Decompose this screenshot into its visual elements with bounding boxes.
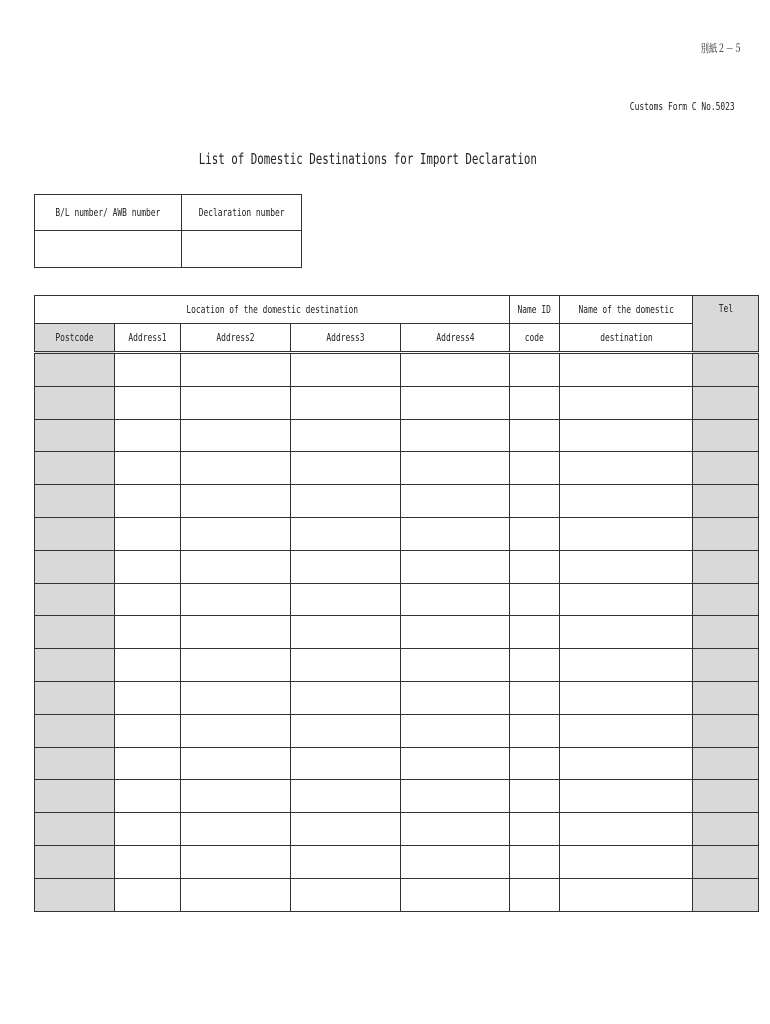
name-id-header: Name ID — [510, 296, 560, 324]
address3-cell[interactable] — [291, 583, 401, 616]
name-id-cell[interactable] — [510, 845, 560, 878]
address2-cell[interactable] — [181, 583, 291, 616]
tel-cell[interactable] — [693, 845, 759, 878]
name-id-cell[interactable] — [510, 583, 560, 616]
address2-cell[interactable] — [181, 517, 291, 550]
tel-cell[interactable] — [693, 813, 759, 846]
dest-name-cell[interactable] — [560, 550, 693, 583]
table-row — [35, 649, 759, 682]
dest-name-cell[interactable] — [560, 386, 693, 419]
tel-cell[interactable] — [693, 649, 759, 682]
table-row — [35, 780, 759, 813]
table-row — [35, 485, 759, 518]
address4-cell[interactable] — [401, 878, 510, 911]
tel-cell[interactable] — [693, 583, 759, 616]
dest-name-cell[interactable] — [560, 583, 693, 616]
tel-cell[interactable] — [693, 780, 759, 813]
name-id-cell[interactable] — [510, 878, 560, 911]
address3-cell[interactable] — [291, 485, 401, 518]
postcode-cell[interactable] — [35, 419, 115, 452]
postcode-cell[interactable] — [35, 649, 115, 682]
address3-cell[interactable] — [291, 845, 401, 878]
address3-cell[interactable] — [291, 386, 401, 419]
bl-number-label: B/L number/ AWB number — [35, 195, 182, 231]
address2-cell[interactable] — [181, 485, 291, 518]
address3-cell[interactable] — [291, 353, 401, 387]
name-id-header-cont: code — [510, 324, 560, 353]
dest-name-header: Name of the domestic — [560, 296, 693, 324]
address4-cell[interactable] — [401, 714, 510, 747]
address1-cell[interactable] — [115, 452, 181, 485]
table-row — [35, 714, 759, 747]
address1-cell[interactable] — [115, 681, 181, 714]
postcode-cell[interactable] — [35, 485, 115, 518]
address2-cell[interactable] — [181, 353, 291, 387]
address4-cell[interactable] — [401, 845, 510, 878]
address4-cell[interactable] — [401, 386, 510, 419]
address1-cell[interactable] — [115, 714, 181, 747]
location-group-header: Location of the domestic destination — [35, 296, 510, 324]
table-row — [35, 813, 759, 846]
postcode-cell[interactable] — [35, 681, 115, 714]
address4-cell[interactable] — [401, 517, 510, 550]
table-row — [35, 517, 759, 550]
address2-cell[interactable] — [181, 616, 291, 649]
address1-cell[interactable] — [115, 813, 181, 846]
tel-cell[interactable] — [693, 878, 759, 911]
address1-cell[interactable] — [115, 517, 181, 550]
address3-cell[interactable] — [291, 517, 401, 550]
dest-name-cell[interactable] — [560, 813, 693, 846]
address2-cell[interactable] — [181, 419, 291, 452]
bl-number-field[interactable] — [35, 231, 182, 268]
address4-cell[interactable] — [401, 649, 510, 682]
dest-name-cell[interactable] — [560, 681, 693, 714]
name-id-cell[interactable] — [510, 550, 560, 583]
dest-name-cell[interactable] — [560, 616, 693, 649]
table-row — [35, 583, 759, 616]
name-id-cell[interactable] — [510, 649, 560, 682]
address1-cell[interactable] — [115, 878, 181, 911]
address1-cell[interactable] — [115, 747, 181, 780]
dest-name-cell[interactable] — [560, 649, 693, 682]
name-id-cell[interactable] — [510, 681, 560, 714]
table-row — [35, 747, 759, 780]
address3-cell[interactable] — [291, 780, 401, 813]
address2-cell[interactable] — [181, 649, 291, 682]
postcode-cell[interactable] — [35, 517, 115, 550]
address1-cell[interactable] — [115, 485, 181, 518]
address2-cell[interactable] — [181, 845, 291, 878]
dest-name-cell[interactable] — [560, 845, 693, 878]
table-row — [35, 681, 759, 714]
address2-cell[interactable] — [181, 550, 291, 583]
address4-cell[interactable] — [401, 550, 510, 583]
address4-cell[interactable] — [401, 813, 510, 846]
dest-name-cell[interactable] — [560, 517, 693, 550]
address1-cell[interactable] — [115, 780, 181, 813]
dest-name-cell[interactable] — [560, 747, 693, 780]
address3-cell[interactable] — [291, 616, 401, 649]
address1-header: Address1 — [115, 324, 181, 353]
name-id-cell[interactable] — [510, 780, 560, 813]
page-title: List of Domestic Destinations for Import Declaration — [198, 150, 538, 168]
address2-cell[interactable] — [181, 452, 291, 485]
annex-label: 別紙２－５ — [700, 42, 742, 55]
address1-cell[interactable] — [115, 550, 181, 583]
destinations-table — [34, 295, 759, 912]
address4-cell[interactable] — [401, 452, 510, 485]
table-row — [35, 550, 759, 583]
address3-cell[interactable] — [291, 878, 401, 911]
dest-name-header-cont: destination — [560, 324, 693, 353]
address3-cell[interactable] — [291, 419, 401, 452]
address1-cell[interactable] — [115, 616, 181, 649]
tel-cell[interactable] — [693, 714, 759, 747]
name-id-cell[interactable] — [510, 452, 560, 485]
dest-name-cell[interactable] — [560, 452, 693, 485]
table-row — [35, 419, 759, 452]
address4-cell[interactable] — [401, 583, 510, 616]
name-id-cell[interactable] — [510, 747, 560, 780]
address3-cell[interactable] — [291, 714, 401, 747]
postcode-cell[interactable] — [35, 780, 115, 813]
address4-cell[interactable] — [401, 780, 510, 813]
address2-cell[interactable] — [181, 386, 291, 419]
table-row — [35, 845, 759, 878]
declaration-number-label: Declaration number — [181, 195, 301, 231]
postcode-cell[interactable] — [35, 714, 115, 747]
address3-cell[interactable] — [291, 747, 401, 780]
address2-cell[interactable] — [181, 878, 291, 911]
address4-cell[interactable] — [401, 747, 510, 780]
address4-cell[interactable] — [401, 616, 510, 649]
tel-cell[interactable] — [693, 616, 759, 649]
postcode-cell[interactable] — [35, 583, 115, 616]
dest-name-cell[interactable] — [560, 780, 693, 813]
address3-header: Address3 — [291, 324, 401, 353]
table-row — [35, 878, 759, 911]
address2-cell[interactable] — [181, 747, 291, 780]
tel-cell[interactable] — [693, 452, 759, 485]
dest-name-cell[interactable] — [560, 353, 693, 387]
destination-rows — [35, 353, 759, 912]
address3-cell[interactable] — [291, 452, 401, 485]
dest-name-cell[interactable] — [560, 878, 693, 911]
postcode-cell[interactable] — [35, 878, 115, 911]
tel-header: Tel — [693, 296, 759, 353]
address1-cell[interactable] — [115, 583, 181, 616]
form-number: Customs Form C No.5023 — [630, 100, 735, 113]
name-id-cell[interactable] — [510, 386, 560, 419]
dest-name-cell[interactable] — [560, 419, 693, 452]
address1-cell[interactable] — [115, 845, 181, 878]
address4-cell[interactable] — [401, 419, 510, 452]
address2-cell[interactable] — [181, 681, 291, 714]
address4-cell[interactable] — [401, 353, 510, 387]
table-row — [35, 353, 759, 387]
postcode-cell[interactable] — [35, 386, 115, 419]
name-id-cell[interactable] — [510, 419, 560, 452]
address2-header: Address2 — [181, 324, 291, 353]
address4-header: Address4 — [401, 324, 510, 353]
address3-cell[interactable] — [291, 681, 401, 714]
declaration-number-field[interactable] — [181, 231, 301, 268]
postcode-cell[interactable] — [35, 550, 115, 583]
tel-cell[interactable] — [693, 517, 759, 550]
address4-cell[interactable] — [401, 485, 510, 518]
table-row — [35, 616, 759, 649]
table-row — [35, 452, 759, 485]
address2-cell[interactable] — [181, 813, 291, 846]
address4-cell[interactable] — [401, 681, 510, 714]
name-id-cell[interactable] — [510, 353, 560, 387]
address3-cell[interactable] — [291, 550, 401, 583]
tel-cell[interactable] — [693, 550, 759, 583]
address1-cell[interactable] — [115, 353, 181, 387]
tel-cell[interactable] — [693, 747, 759, 780]
address2-cell[interactable] — [181, 714, 291, 747]
name-id-cell[interactable] — [510, 813, 560, 846]
postcode-cell[interactable] — [35, 616, 115, 649]
tel-cell[interactable] — [693, 681, 759, 714]
address1-cell[interactable] — [115, 419, 181, 452]
postcode-cell[interactable] — [35, 845, 115, 878]
dest-name-cell[interactable] — [560, 714, 693, 747]
tel-cell[interactable] — [693, 485, 759, 518]
dest-name-cell[interactable] — [560, 485, 693, 518]
declaration-info-table — [34, 194, 302, 268]
postcode-cell[interactable] — [35, 452, 115, 485]
postcode-cell[interactable] — [35, 353, 115, 387]
tel-cell[interactable] — [693, 386, 759, 419]
address1-cell[interactable] — [115, 386, 181, 419]
name-id-cell[interactable] — [510, 517, 560, 550]
postcode-cell[interactable] — [35, 747, 115, 780]
postcode-cell[interactable] — [35, 813, 115, 846]
address2-cell[interactable] — [181, 780, 291, 813]
tel-cell[interactable] — [693, 353, 759, 387]
tel-cell[interactable] — [693, 419, 759, 452]
address1-cell[interactable] — [115, 649, 181, 682]
name-id-cell[interactable] — [510, 485, 560, 518]
name-id-cell[interactable] — [510, 616, 560, 649]
table-row — [35, 386, 759, 419]
postcode-header: Postcode — [35, 324, 115, 353]
name-id-cell[interactable] — [510, 714, 560, 747]
address3-cell[interactable] — [291, 649, 401, 682]
address3-cell[interactable] — [291, 813, 401, 846]
